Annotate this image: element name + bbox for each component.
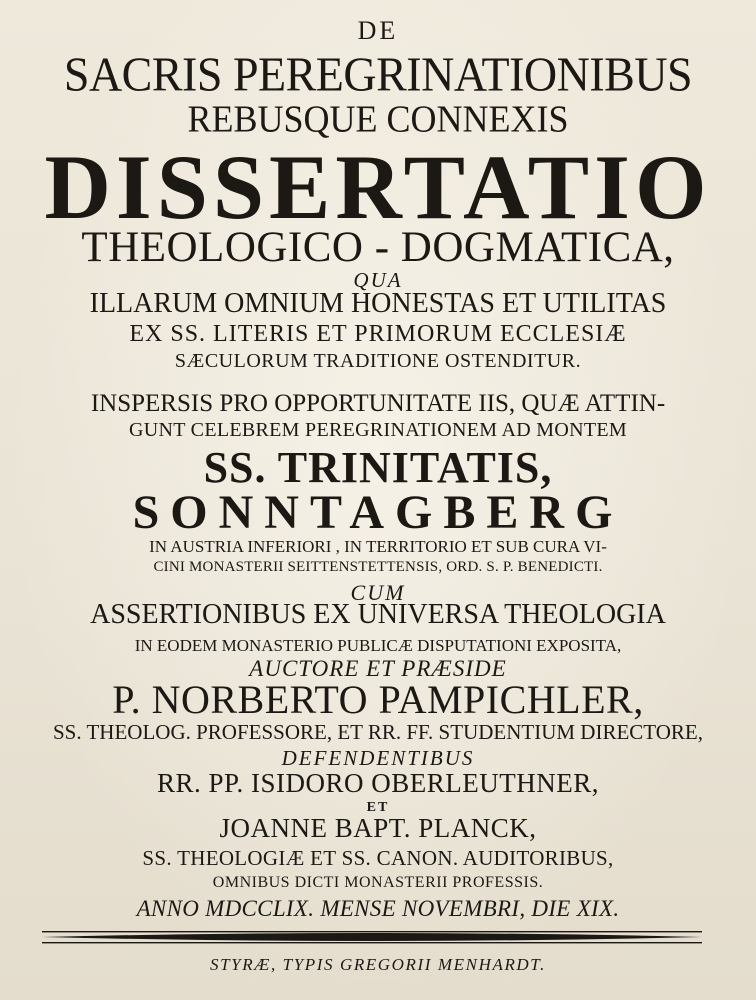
text-assertionibus: ASSERTIONIBUS EX UNIVERSA THEOLOGIA [90, 599, 666, 630]
heading-sacris-peregrinationibus: SACRIS PEREGRINATIONIBUS [63, 47, 693, 102]
defender-name-2: JOANNE BAPT. PLANCK, [219, 813, 537, 843]
text-auctore-et-praeside: AUCTORE ET PRÆSIDE [249, 656, 507, 681]
heading-dissertatio: DISSERTATIO [44, 136, 712, 238]
defender-title: SS. THEOLOGIÆ ET SS. CANON. AUDITORIBUS, [142, 846, 614, 870]
defender-name-1: RR. PP. ISIDORO OBERLEUTHNER, [156, 768, 600, 798]
text-et: ET [366, 800, 390, 815]
text-gunt-celebrem: GUNT CELEBREM PEREGRINATIONEM AD MONTEM [129, 419, 627, 441]
ornamental-rule [42, 930, 702, 944]
text-illarum: ILLARUM OMNIUM HONESTAS ET UTILITAS [89, 288, 667, 319]
heading-ss-trinitatis: SS. TRINITATIS, [203, 443, 553, 492]
swelled-rule-graphic [42, 930, 702, 944]
text-ex-ss-literis: EX SS. LITERIS ET PRIMORUM ECCLESIÆ [129, 321, 627, 347]
heading-theologico-dogmatica: THEOLOGICO - DOGMATICA, [81, 224, 675, 271]
author-name: P. NORBERTO PAMPICHLER, [112, 677, 644, 722]
date-line: ANNO MDCCLIX. MENSE NOVEMBRI, DIE XIX. [136, 896, 620, 921]
text-cini-monasterii: CINI MONASTERII SEITTENSTETTENSIS, ORD. S. P. BENEDICTI. [153, 559, 603, 575]
text-in-eodem-monasterio: IN EODEM MONASTERIO PUBLICÆ DISPUTATIONI EXPOSITA, [134, 636, 622, 655]
text-qua: QUA [353, 268, 403, 292]
text-cum: CUM [350, 580, 406, 605]
heading-sonntagberg: SONNTAGBERG [132, 486, 624, 539]
imprint-line: STYRÆ, TYPIS GREGORII MENHARDT. [210, 955, 546, 974]
text-omnibus-dicti: OMNIBUS DICTI MONASTERII PROFESSIS. [212, 874, 544, 891]
text-in-austria-inferiori: IN AUSTRIA INFERIORI , IN TERRITORIO ET SUB CURA VI- [149, 537, 607, 556]
text-saeculorum: SÆCULORUM TRADITIONE OSTENDITUR. [174, 350, 582, 372]
author-title: SS. THEOLOG. PROFESSORE, ET RR. FF. STUDENTIUM DIRECTORE, [53, 720, 703, 744]
text-inspersis: INSPERSIS PRO OPPORTUNITATE IIS, QUÆ ATTIN- [90, 390, 666, 417]
text-defendentibus: DEFENDENTIBUS [281, 746, 475, 770]
heading-de: DE [357, 16, 399, 45]
heading-rebusque-connexis: REBUSQUE CONNEXIS [187, 98, 569, 140]
